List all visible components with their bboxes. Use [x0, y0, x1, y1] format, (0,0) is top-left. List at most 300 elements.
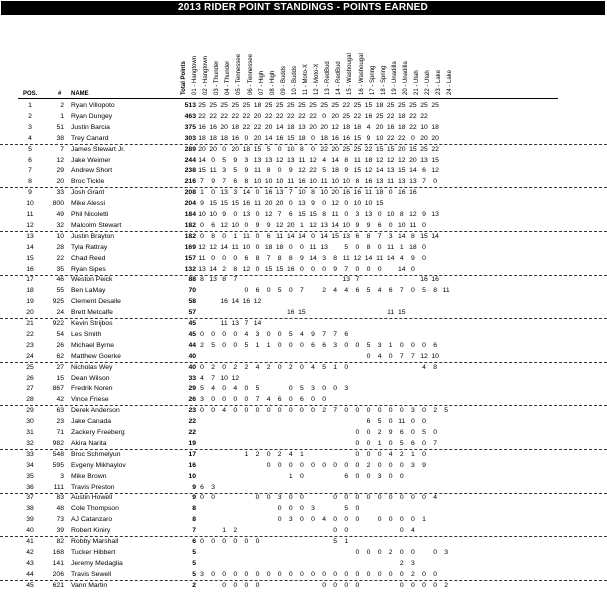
cell-round-points: 6 [344, 472, 349, 480]
cell-round-points: 0 [366, 265, 371, 273]
cell-round-points: 0 [300, 407, 304, 415]
cell-round-points: 14 [209, 265, 217, 273]
cell-round-points: 7 [266, 254, 271, 262]
cell-round-points: 0 [244, 385, 249, 393]
cell-round-points: 20 [220, 123, 228, 131]
cell-round-points: 0 [233, 407, 238, 415]
cell-round-points: 15 [209, 200, 217, 208]
header-round-label: 03 - Thunder [214, 60, 221, 95]
cell-round-points: 7 [300, 287, 304, 295]
cell-round-points: 0 [244, 287, 249, 295]
cell-total-points: 16 [188, 461, 196, 469]
cell-round-points: 0 [322, 385, 326, 393]
cell-round-points: 0 [233, 254, 238, 262]
cell-round-points: 10 [242, 243, 251, 251]
cell-round-points: 0 [288, 396, 293, 404]
cell-round-points: 0 [433, 581, 437, 589]
cell-total-points: 184 [184, 211, 196, 218]
cell-round-points: 10 [253, 178, 262, 186]
cell-round-points: 13 [342, 232, 351, 240]
cell-round-points: 22 [264, 112, 273, 120]
cell-round-points: 15 [409, 145, 417, 153]
cell-position: 40 [26, 527, 34, 535]
table-row [0, 243, 607, 253]
cell-rider-number: 29 [56, 167, 64, 175]
cell-round-points: 0 [311, 265, 315, 273]
cell-rider-number: 38 [56, 134, 64, 142]
cell-round-points: 11 [387, 243, 395, 251]
cell-rider-number: 42 [56, 396, 64, 404]
cell-rider-number: 54 [56, 330, 64, 338]
cell-round-points: 12 [231, 374, 240, 382]
cell-round-points: 13 [386, 167, 395, 175]
cell-position: 17 [26, 276, 34, 284]
cell-round-points: 0 [399, 527, 404, 535]
cell-round-points: 10 [342, 221, 351, 229]
header-round-label: 11 - Moto-X [303, 64, 309, 95]
cell-round-points: 25 [409, 102, 417, 109]
cell-round-points: 14 [309, 254, 317, 262]
header-round-label: 01 - Hangtown [192, 55, 198, 95]
cell-total-points: 5 [192, 548, 196, 556]
cell-rider-number: 15 [56, 374, 64, 382]
cell-round-points: 0 [355, 516, 360, 524]
cell-round-points: 0 [300, 341, 304, 349]
cell-round-points: 2 [388, 548, 393, 556]
cell-round-points: 7 [399, 352, 404, 360]
cell-round-points: 13 [220, 189, 228, 197]
cell-round-points: 0 [388, 570, 393, 578]
cell-round-points: 0 [244, 407, 249, 415]
table-row [0, 286, 607, 296]
cell-position: 2 [28, 112, 32, 120]
cell-round-points: 6 [344, 330, 349, 338]
cell-round-points: 0 [222, 254, 227, 262]
cell-round-points: 0 [411, 429, 415, 436]
cell-round-points: 16 [364, 112, 373, 120]
cell-round-points: 0 [366, 548, 371, 556]
cell-round-points: 25 [320, 102, 328, 109]
cell-round-points: 10 [231, 221, 240, 229]
cell-round-points: 25 [342, 145, 351, 153]
cell-round-points: 2 [244, 363, 249, 371]
cell-round-points: 0 [288, 287, 293, 295]
cell-rider-name: Chad Reed [71, 254, 106, 262]
cell-round-points: 0 [211, 156, 215, 164]
cell-rider-name: Vince Friese [71, 396, 109, 404]
cell-round-points: 8 [322, 211, 326, 218]
cell-round-points: 2 [255, 450, 260, 458]
cell-rider-name: Travis Sewell [71, 570, 112, 578]
cell-round-points: 0 [300, 265, 304, 273]
cell-round-points: 11 [387, 309, 395, 317]
cell-round-points: 0 [277, 505, 282, 513]
cell-round-points: 0 [222, 363, 227, 371]
cell-round-points: 20 [264, 123, 273, 131]
cell-round-points: 0 [388, 461, 393, 469]
cell-position: 22 [26, 330, 34, 338]
cell-round-points: 0 [422, 418, 426, 426]
cell-round-points: 14 [331, 221, 339, 229]
cell-round-points: 0 [277, 570, 282, 578]
cell-round-points: 0 [255, 232, 260, 240]
cell-total-points: 8 [192, 505, 196, 513]
cell-round-points: 12 [253, 298, 262, 306]
cell-round-points: 22 [275, 112, 284, 120]
cell-round-points: 9 [422, 211, 426, 218]
table-row [0, 537, 607, 547]
cell-round-points: 3 [222, 167, 227, 175]
cell-round-points: 15 [309, 211, 317, 218]
cell-round-points: 0 [222, 232, 227, 240]
cell-round-points: 16 [242, 200, 251, 208]
cell-round-points: 0 [377, 265, 382, 273]
cell-round-points: 3 [311, 505, 315, 513]
cell-round-points: 18 [431, 123, 439, 131]
cell-round-points: 3 [211, 483, 215, 491]
cell-round-points: 14 [320, 232, 328, 240]
cell-round-points: 0 [277, 461, 282, 469]
cell-round-points: 9 [266, 221, 271, 229]
cell-round-points: 22 [220, 112, 228, 120]
table-row [0, 101, 607, 111]
cell-round-points: 6 [266, 232, 271, 240]
cell-round-points: 0 [355, 243, 360, 251]
cell-total-points: 45 [188, 320, 196, 327]
cell-rider-name: Kevin Strijbos [71, 320, 113, 327]
cell-round-points: 22 [431, 145, 439, 153]
cell-round-points: 16 [220, 298, 228, 306]
cell-round-points: 0 [355, 439, 360, 447]
cell-round-points: 4 [244, 330, 249, 338]
table-row [0, 515, 607, 525]
cell-round-points: 20 [287, 221, 295, 229]
cell-rider-name: Jake Weimer [71, 156, 111, 164]
cell-round-points: 0 [422, 341, 426, 349]
cell-round-points: 13 [264, 156, 273, 164]
cell-position: 11 [26, 211, 34, 218]
table-row [0, 265, 607, 276]
cell-rider-number: 922 [52, 320, 64, 327]
cell-round-points: 12 [298, 167, 306, 175]
cell-round-points: 0 [311, 396, 315, 404]
cell-round-points: 7 [377, 232, 382, 240]
cell-round-points: 16 [431, 276, 439, 284]
cell-round-points: 0 [366, 494, 371, 502]
cell-round-points: 20 [331, 145, 339, 153]
cell-rider-name: AJ Catanzaro [71, 516, 113, 524]
cell-round-points: 4 [333, 287, 338, 295]
cell-rider-name: Robby Marshall [71, 538, 119, 545]
cell-round-points: 14 [409, 167, 417, 175]
cell-round-points: 0 [211, 407, 215, 415]
cell-position: 30 [26, 418, 34, 426]
cell-round-points: 12 [409, 211, 417, 218]
cell-round-points: 0 [433, 429, 437, 436]
cell-round-points: 2 [322, 287, 326, 295]
cell-round-points: 0 [288, 341, 293, 349]
cell-round-points: 10 [353, 200, 362, 208]
cell-total-points: 182 [184, 221, 196, 229]
table-row [0, 504, 607, 514]
cell-rider-name: Jeremy Medaglia [71, 559, 123, 567]
cell-position: 5 [28, 145, 32, 153]
cell-round-points: 25 [420, 102, 428, 109]
cell-round-points: 2 [366, 461, 371, 469]
cell-round-points: 0 [322, 265, 326, 273]
cell-round-points: 4 [377, 287, 382, 295]
cell-total-points: 33 [188, 374, 196, 382]
cell-round-points: 20 [253, 134, 262, 142]
cell-round-points: 5 [322, 363, 326, 371]
cell-round-points: 0 [255, 570, 260, 578]
cell-round-points: 13 [253, 156, 262, 164]
cell-round-points: 7 [344, 265, 349, 273]
cell-total-points: 463 [184, 112, 196, 120]
cell-rider-name: Andrew Short [71, 167, 113, 175]
table-row [0, 188, 607, 198]
cell-rider-name: Ben LaMay [71, 287, 106, 295]
cell-round-points: 0 [355, 450, 360, 458]
cell-rider-name: Weston Peick [71, 276, 113, 284]
cell-round-points: 16 [364, 178, 373, 186]
cell-round-points: 3 [444, 548, 449, 556]
cell-round-points: 22 [409, 112, 417, 120]
cell-round-points: 0 [344, 581, 349, 589]
table-row [0, 493, 607, 503]
cell-round-points: 15 [231, 200, 240, 208]
cell-round-points: 0 [300, 516, 304, 524]
cell-round-points: 0 [311, 407, 315, 415]
cell-round-points: 3 [377, 472, 382, 480]
cell-round-points: 0 [355, 341, 360, 349]
cell-round-points: 18 [275, 243, 284, 251]
cell-round-points: 4 [433, 494, 437, 502]
cell-round-points: 16 [342, 134, 351, 142]
cell-total-points: 303 [184, 134, 196, 142]
cell-round-points: 11 [220, 320, 228, 327]
cell-round-points: 16 [275, 134, 284, 142]
cell-round-points: 6 [322, 341, 326, 349]
cell-round-points: 0 [411, 134, 415, 142]
header-round-label: 23 - Lake [436, 69, 443, 95]
cell-rider-number: 26 [56, 341, 64, 349]
cell-rider-name: James Stewart Jr. [71, 145, 126, 153]
cell-round-points: 18 [375, 102, 384, 109]
cell-round-points: 12 [209, 243, 217, 251]
cell-round-points: 12 [331, 200, 339, 208]
cell-round-points: 1 [399, 243, 404, 251]
cell-round-points: 6 [433, 341, 437, 349]
cell-position: 9 [28, 189, 32, 197]
cell-total-points: 23 [188, 407, 196, 415]
cell-rider-name: Ryan Sipes [71, 265, 106, 273]
cell-round-points: 0 [399, 570, 404, 578]
cell-round-points: 4 [322, 516, 326, 524]
cell-round-points: 25 [342, 112, 351, 120]
cell-round-points: 8 [222, 276, 227, 284]
cell-round-points: 4 [322, 156, 326, 164]
cell-round-points: 0 [399, 472, 404, 480]
cell-round-points: 1 [344, 538, 349, 545]
cell-rider-number: 63 [56, 407, 64, 415]
cell-round-points: 12 [275, 221, 284, 229]
cell-round-points: 0 [366, 472, 371, 480]
cell-total-points: 204 [184, 200, 196, 208]
cell-round-points: 22 [364, 145, 373, 153]
cell-round-points: 4 [344, 287, 349, 295]
cell-round-points: 0 [388, 352, 393, 360]
cell-round-points: 0 [333, 527, 338, 535]
cell-rider-name: Zackery Freeberg [71, 429, 125, 436]
cell-round-points: 8 [288, 254, 293, 262]
cell-total-points: 26 [188, 396, 196, 404]
cell-round-points: 4 [288, 450, 293, 458]
cell-rider-number: 800 [52, 200, 64, 208]
cell-round-points: 22 [309, 167, 317, 175]
cell-total-points: 58 [188, 298, 196, 306]
cell-round-points: 16 [242, 298, 251, 306]
cell-round-points: 0 [399, 548, 404, 556]
cell-round-points: 4 [222, 407, 227, 415]
cell-round-points: 20 [375, 123, 384, 131]
cell-round-points: 18 [220, 134, 228, 142]
cell-round-points: 8 [211, 232, 215, 240]
cell-round-points: 5 [233, 167, 238, 175]
cell-round-points: 0 [355, 407, 360, 415]
cell-round-points: 20 [275, 200, 284, 208]
cell-round-points: 13 [198, 265, 206, 273]
cell-round-points: 11 [387, 178, 395, 186]
cell-total-points: 17 [188, 450, 196, 458]
cell-round-points: 0 [355, 494, 360, 502]
cell-round-points: 0 [388, 472, 393, 480]
cell-round-points: 0 [211, 494, 215, 502]
table-row [0, 156, 607, 166]
cell-round-points: 8 [399, 211, 404, 218]
cell-position: 45 [26, 581, 34, 589]
table-row [0, 166, 607, 176]
cell-round-points: 16 [342, 189, 351, 197]
header-round-label: 09 - Budds [280, 65, 287, 95]
cell-rider-number: 168 [52, 548, 64, 556]
cell-round-points: 12 [331, 123, 339, 131]
cell-round-points: 8 [433, 363, 437, 371]
cell-position: 7 [28, 167, 32, 175]
cell-round-points: 5 [288, 330, 293, 338]
cell-round-points: 0 [422, 494, 426, 502]
cell-round-points: 22 [320, 145, 328, 153]
cell-round-points: 0 [344, 461, 349, 469]
cell-round-points: 0 [366, 450, 371, 458]
cell-round-points: 9 [366, 134, 371, 142]
cell-round-points: 25 [298, 102, 306, 109]
cell-rider-number: 82 [56, 538, 64, 545]
cell-round-points: 0 [255, 407, 260, 415]
cell-round-points: 6 [366, 418, 371, 426]
cell-round-points: 0 [344, 407, 349, 415]
cell-round-points: 6 [211, 221, 215, 229]
table-row [0, 341, 607, 351]
cell-round-points: 0 [355, 548, 360, 556]
cell-round-points: 0 [255, 494, 260, 502]
table-row [0, 330, 607, 340]
cell-round-points: 0 [233, 330, 238, 338]
cell-round-points: 11 [231, 243, 239, 251]
cell-round-points: 5 [266, 145, 271, 153]
cell-round-points: 0 [399, 516, 404, 524]
cell-round-points: 9 [311, 330, 315, 338]
cell-round-points: 14 [231, 298, 240, 306]
cell-round-points: 5 [244, 341, 249, 349]
cell-round-points: 25 [431, 102, 439, 109]
cell-round-points: 0 [266, 330, 271, 338]
cell-total-points: 9 [192, 494, 196, 502]
cell-round-points: 14 [431, 232, 439, 240]
cell-round-points: 13 [275, 189, 284, 197]
cell-round-points: 0 [399, 494, 404, 502]
cell-round-points: 3 [288, 516, 293, 524]
cell-round-points: 0 [355, 472, 360, 480]
cell-round-points: 13 [209, 276, 217, 284]
cell-round-points: 0 [288, 570, 293, 578]
cell-total-points: 238 [184, 167, 196, 175]
cell-round-points: 8 [366, 243, 371, 251]
cell-round-points: 0 [211, 538, 215, 545]
cell-round-points: 15 [298, 211, 306, 218]
cell-round-points: 16 [409, 189, 417, 197]
cell-position: 27 [26, 385, 34, 393]
cell-round-points: 25 [353, 145, 362, 153]
cell-round-points: 1 [377, 439, 382, 447]
cell-round-points: 10 [264, 178, 273, 186]
cell-round-points: 4 [399, 254, 404, 262]
cell-round-points: 0 [344, 570, 349, 578]
cell-position: 6 [28, 156, 32, 164]
cell-round-points: 5 [366, 341, 371, 349]
cell-position: 10 [26, 200, 34, 208]
cell-round-points: 25 [198, 102, 206, 109]
cell-round-points: 5 [300, 385, 304, 393]
cell-rider-name: Josh Grant [71, 189, 105, 197]
cell-round-points: 0 [200, 330, 204, 338]
cell-round-points: 0 [333, 570, 338, 578]
cell-total-points: 22 [188, 429, 196, 436]
cell-round-points: 0 [211, 330, 215, 338]
cell-round-points: 0 [222, 581, 227, 589]
cell-round-points: 0 [422, 450, 426, 458]
cell-round-points: 0 [333, 494, 338, 502]
cell-round-points: 7 [244, 320, 249, 327]
header-round-label: 16 - Washougal [358, 53, 365, 95]
cell-round-points: 0 [422, 439, 426, 447]
cell-round-points: 16 [209, 123, 217, 131]
cell-round-points: 15 [386, 145, 395, 153]
cell-rider-name: Jake Canada [71, 418, 112, 426]
cell-round-points: 10 [220, 374, 228, 382]
cell-round-points: 0 [233, 341, 238, 349]
table-row [0, 374, 607, 384]
cell-round-points: 3 [333, 341, 338, 349]
cell-position: 33 [26, 450, 34, 458]
cell-round-points: 7 [277, 211, 282, 218]
cell-rider-name: Vann Martin [71, 581, 108, 589]
cell-round-points: 18 [320, 134, 328, 142]
cell-round-points: 15 [220, 200, 228, 208]
cell-position: 32 [26, 439, 34, 447]
cell-rider-number: 20 [56, 178, 64, 186]
cell-round-points: 20 [420, 134, 428, 142]
